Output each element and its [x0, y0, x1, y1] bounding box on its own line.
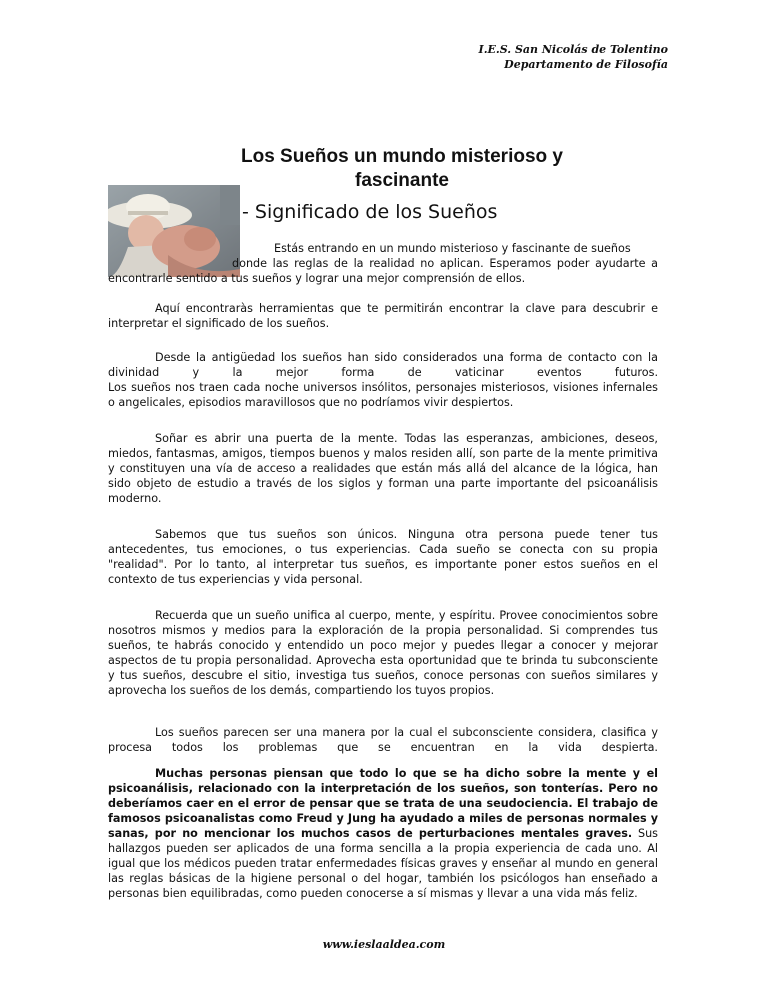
footer-website: www.ieslaaldea.com — [322, 938, 446, 951]
paragraph-psicoanalisis-rest: Sus hallazgos pueden ser aplicados de una forma sencilla a la propia experiencia de cada uno. Al igual que los médicos pueden tratar enfermedades físicas graves y enseñar al mundo en general las reglas básicas de la higiene personal o del hogar, también los psicólogos han enseñado a personas bien equilibradas, como pueden conocerse a sí mismas y llevar a una vida más feliz. — [108, 827, 659, 900]
paragraph-sonar: Soñar es abrir una puerta de la mente. Todas las esperanzas, ambiciones, deseos, miedos, fantasmas, amigos, tiempos buenos y malos residen allí, son parte de la mente primitiva y constituyen una vía de acceso a realidades que están más allá del alcance de la lógica, han sido objeto de estudio a través de los siglos y forman una parte importante del psicoanálisis moderno. — [108, 432, 658, 505]
document-header — [479, 42, 668, 72]
person-with-hat-image — [108, 185, 240, 277]
document-title: Los Sueños un mundo misterioso y fascinante — [241, 146, 563, 191]
paragraph-antiguedad-b: Los sueños nos traen cada noche universos insólitos, personajes misteriosos, visiones infernales o angelicales, episodios maravillosos que no podríamos vivir despiertos. — [108, 381, 658, 409]
header-department: Departamento de Filosofía — [504, 58, 668, 71]
intro-line-2: donde las reglas de la realidad no aplican. Esperamos poder ayudarte a — [232, 257, 658, 270]
paragraph-unicos: Sabemos que tus sueños son únicos. Ninguna otra persona puede tener tus antecedentes, tus emociones, o tus experiencias. Cada sueño se conecta con su propia "realidad". Por lo tanto, al interpretar tus sueños, es importante poner estos sueños en el contexto de tus experiencias y vida personal. — [108, 528, 658, 586]
paragraph-unifica: Recuerda que un sueño unifica al cuerpo, mente, y espíritu. Provee conocimientos sobre nosotros mismos y medios para la exploración de la propia personalidad. Si comprendes tus sueños, te habrás conocido y entendido un poco mejor y puedes llegar a conocer y mejorar aspectos de tu propia personalidad. Aprovecha esta oportunidad que te brinda tu subconsciente y tus sueños, descubre el sitio, investiga tus sueños, conoce personas con sueños similares y aprovecha los sueños de los demás, compartiendo los tuyos propios. — [108, 609, 658, 697]
paragraph-subconsciente: Los sueños parecen ser una manera por la cual el subconsciente considera, clasifica y procesa todos los problemas que se encuentran en la vida despierta. — [108, 726, 658, 754]
intro-line-1: Estás entrando en un mundo misterioso y fascinante de sueños — [274, 242, 631, 255]
intro-line-3: encontrarle sentido a tus sueños y lograr una mejor comprensión de ellos. — [108, 272, 526, 285]
paragraph-herramientas: Aquí encontraràs herramientas que te permitirán encontrar la clave para descubrir e interpretar el significado de los sueños. — [108, 302, 658, 330]
paragraph-psicoanalisis-bold: Muchas personas piensan que todo lo que se ha dicho sobre la mente y el psicoanálisis, relacionado con la interpretación de los sueños, son tonterías. Pero no deberíamos caer en el error de pensar que se trata de una seudociencia. El trabajo de famosos psicoanalistas como Freud y Jung ha ayudado a miles de personas normales y sanas, por no mencionar los muchos casos de perturbaciones mentales graves. — [108, 767, 658, 840]
section-subtitle: - Significado de los Sueños — [242, 201, 498, 223]
paragraph-antiguedad-a: Desde la antigüedad los sueños han sido considerados una forma de contacto con la divinidad y la mejor forma de vaticinar eventos futuros. — [108, 351, 658, 379]
paragraph-psicoanalisis — [108, 766, 658, 901]
illustration-photo — [108, 185, 240, 277]
header-school: I.E.S. San Nicolás de Tolentino — [478, 43, 668, 56]
